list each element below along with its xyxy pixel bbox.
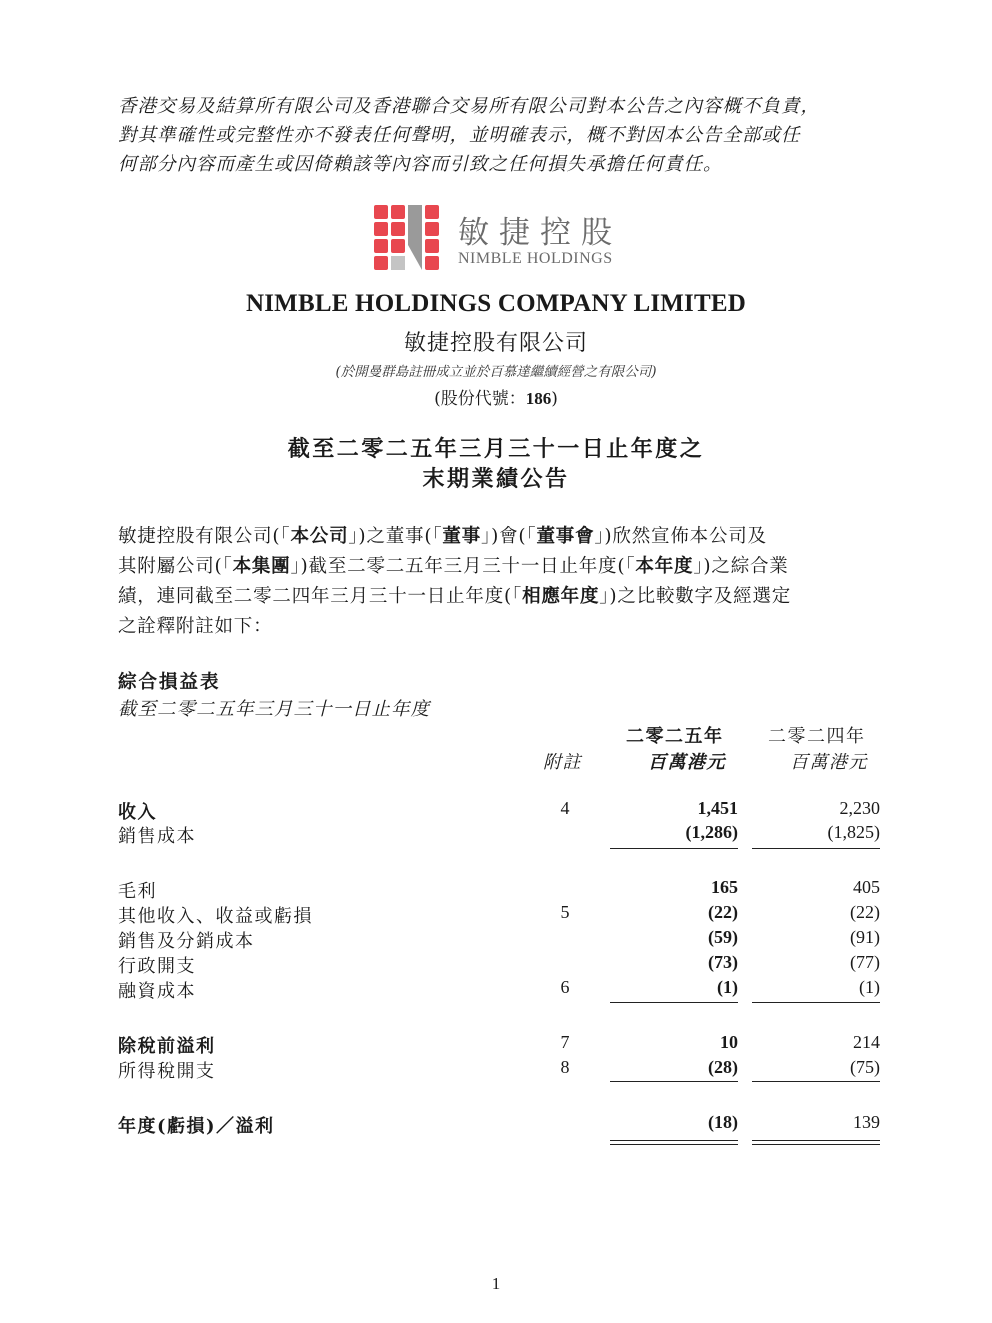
intro-text: 」)之比較數字及經選定 [599, 586, 792, 607]
row-value-2025: (59) [708, 927, 738, 947]
total-double-rule [752, 1140, 880, 1145]
row-value-2025: (1,286) [685, 822, 738, 842]
table-row [0, 877, 992, 901]
row-value-2025: 165 [711, 877, 738, 897]
intro-text: 」)會(「 [481, 526, 537, 547]
defined-term: 本年度 [635, 556, 694, 577]
row-value-2024: 405 [853, 877, 880, 897]
disclaimer-line: 香港交易及結算所有限公司及香港聯合交易所有限公司對本公告之內容概不負責， [118, 96, 821, 117]
defined-term: 相應年度 [522, 586, 600, 607]
stock-code-end: ) [551, 389, 558, 409]
header-current-year: 二零二五年 [626, 726, 724, 747]
table-row [0, 977, 992, 1001]
row-label: 所得稅開支 [118, 1061, 216, 1082]
row-value-2024: (75) [850, 1057, 880, 1077]
row-value-2024: 2,230 [839, 798, 880, 818]
logo-chinese-text: 敏捷控股 [458, 215, 622, 251]
row-label: 年度(虧損)／溢利 [118, 1116, 275, 1137]
row-label: 行政開支 [118, 956, 196, 977]
stock-code [0, 384, 992, 409]
header-prior-unit: 百萬港元 [790, 752, 868, 773]
row-value-2025: (22) [708, 902, 738, 922]
row-value-2025: (28) [708, 1057, 738, 1077]
disclaimer-line: 對其準確性或完整性亦不發表任何聲明，並明確表示，概不對因本公告全部或任 [118, 125, 801, 146]
row-value-2024: (91) [850, 927, 880, 947]
defined-term: 董事會 [536, 526, 595, 547]
table-row [0, 798, 992, 822]
intro-text: 」)之綜合業 [693, 556, 789, 577]
incorporation-note: (於開曼群島註冊成立並於百慕達繼續經營之有限公司) [335, 364, 657, 380]
intro-text: 」)欣然宣佈本公司及 [594, 526, 767, 547]
row-value-2025: 1,451 [697, 798, 738, 818]
company-name-zh: 敏捷控股有限公司 [403, 331, 588, 356]
intro-text: 其附屬公司(「 [118, 556, 233, 577]
row-value-2024: 214 [853, 1032, 880, 1052]
table-row [0, 1112, 992, 1136]
row-value-2024: (1,825) [827, 822, 880, 842]
subtotal-rule [752, 1002, 880, 1003]
intro-text: 」)之董事(「 [348, 526, 443, 547]
row-label: 融資成本 [118, 981, 196, 1002]
row-note: 5 [560, 902, 570, 922]
intro-line [118, 552, 888, 582]
defined-term: 本公司 [290, 526, 349, 547]
row-note: 7 [560, 1032, 570, 1052]
table-row [0, 927, 992, 951]
defined-term: 董事 [442, 526, 482, 547]
intro-text: 績，連同截至二零二四年三月三十一日止年度(「 [118, 586, 523, 607]
intro-paragraph [118, 522, 888, 642]
header-prior-year: 二零二四年 [768, 726, 866, 747]
intro-line [118, 522, 888, 552]
intro-text: 之詮釋附註如下： [118, 616, 273, 637]
row-label: 除稅前溢利 [118, 1036, 216, 1057]
disclaimer-line: 何部分內容而產生或因倚賴該等內容而引致之任何損失承擔任何責任。 [118, 154, 723, 175]
announcement-title-line: 末期業績公告 [422, 466, 570, 492]
logo-english-text: NIMBLE HOLDINGS [458, 250, 613, 267]
row-value-2025: (1) [717, 977, 738, 997]
statement-subtitle: 截至二零二五年三月三十一日止年度 [118, 699, 431, 720]
company-logo [374, 205, 634, 271]
subtotal-rule [610, 1081, 738, 1082]
announcement-title [0, 434, 992, 494]
table-row [0, 952, 992, 976]
intro-text: 」)截至二零二五年三月三十一日止年度(「 [290, 556, 636, 577]
table-row [0, 902, 992, 926]
stock-code-value: 186 [525, 389, 552, 408]
stock-code-label: (股份代號： [434, 389, 526, 409]
row-value-2024: 139 [853, 1112, 880, 1132]
row-note: 8 [560, 1057, 570, 1077]
row-label: 毛利 [118, 881, 157, 902]
company-name-en: NIMBLE HOLDINGS COMPANY LIMITED [246, 290, 746, 317]
statement-title: 綜合損益表 [118, 672, 221, 693]
defined-term: 本集團 [232, 556, 291, 577]
table-row [0, 1057, 992, 1081]
subtotal-rule [610, 1002, 738, 1003]
announcement-title-line: 截至二零二五年三月三十一日止年度之 [287, 436, 705, 462]
row-value-2024: (22) [850, 902, 880, 922]
row-note: 6 [560, 977, 570, 997]
row-value-2024: (1) [859, 977, 880, 997]
subtotal-rule [752, 1081, 880, 1082]
table-row [0, 822, 992, 846]
intro-text: 敏捷控股有限公司(「 [118, 526, 291, 547]
total-double-rule [610, 1140, 738, 1145]
row-label: 收入 [118, 802, 157, 823]
row-value-2025: (73) [708, 952, 738, 972]
row-value-2025: (18) [708, 1112, 738, 1132]
row-note: 4 [560, 798, 570, 818]
subtotal-rule [752, 848, 880, 849]
page-number: 1 [491, 1274, 501, 1293]
row-label: 銷售及分銷成本 [118, 931, 255, 952]
logo-grid-icon [374, 205, 444, 271]
header-current-unit: 百萬港元 [648, 752, 726, 773]
intro-line [118, 612, 888, 642]
row-value-2025: 10 [720, 1032, 738, 1052]
row-value-2024: (77) [850, 952, 880, 972]
disclaimer [118, 92, 878, 179]
header-note: 附註 [543, 752, 582, 773]
row-label: 其他收入、收益或虧損 [118, 906, 313, 927]
row-label: 銷售成本 [118, 826, 196, 847]
intro-line [118, 582, 888, 612]
table-row [0, 1032, 992, 1056]
subtotal-rule [610, 848, 738, 849]
